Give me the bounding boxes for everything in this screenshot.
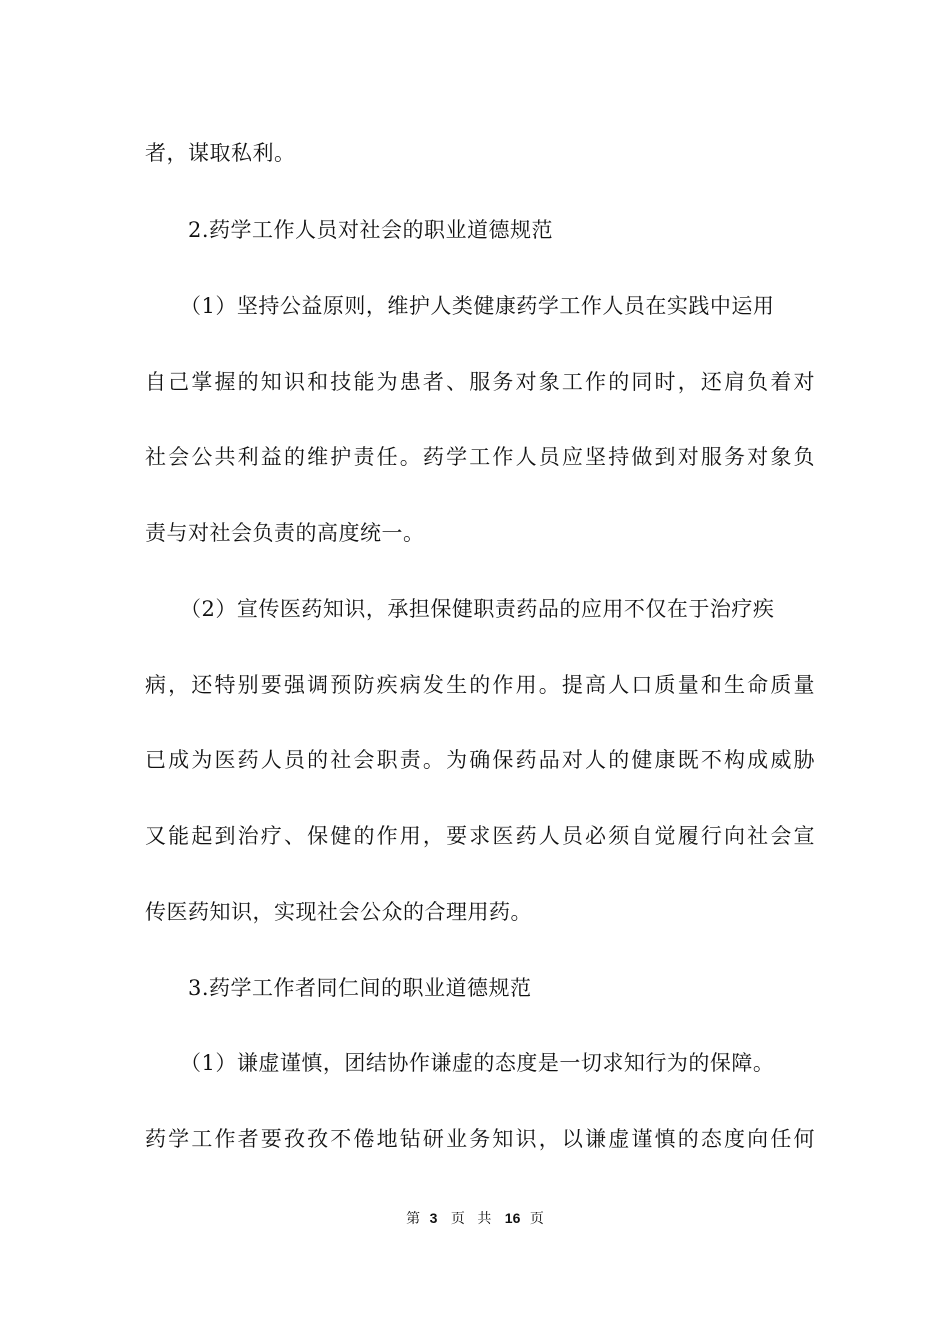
- footer-total-pages: 16: [504, 1210, 521, 1226]
- footer-middle2: 共: [477, 1211, 492, 1227]
- section-heading-2: 2.药学工作人员对社会的职业道德规范: [188, 218, 554, 242]
- text-line-14: 药学工作者要孜孜不倦地钻研业务知识，以谦虚谨慎的态度向任何: [145, 1127, 815, 1151]
- text-line-6: 责与对社会负责的高度统一。: [145, 521, 425, 545]
- section-heading-3: 3.药学工作者同仁间的职业道德规范: [188, 976, 532, 1000]
- text-line-1: 者，谋取私利。: [145, 141, 296, 165]
- page-footer: [0, 1208, 950, 1229]
- footer-prefix: 第: [406, 1211, 421, 1227]
- footer-suffix: 页: [529, 1211, 544, 1227]
- text-line-11: 传医药知识，实现社会公众的合理用药。: [145, 900, 532, 924]
- text-line-9: 已成为医药人员的社会职责。为确保药品对人的健康既不构成威胁: [145, 748, 815, 772]
- text-line-10: 又能起到治疗、保健的作用，要求医药人员必须自觉履行向社会宣: [145, 824, 815, 848]
- text-line-5: 社会公共利益的维护责任。药学工作人员应坚持做到对服务对象负: [145, 445, 815, 469]
- text-line-8: 病，还特别要强调预防疾病发生的作用。提高人口质量和生命质量: [145, 673, 815, 697]
- footer-middle1: 页: [450, 1211, 465, 1227]
- text-line-4: 自己掌握的知识和技能为患者、服务对象工作的同时，还肩负着对: [145, 370, 815, 394]
- footer-current-page: 3: [429, 1210, 438, 1226]
- text-line-7: （2）宣传医药知识，承担保健职责药品的应用不仅在于治疗疾: [180, 597, 775, 621]
- text-line-13: （1）谦虚谨慎，团结协作谦虚的态度是一切求知行为的保障。: [180, 1051, 775, 1075]
- text-line-3: （1）坚持公益原则，维护人类健康药学工作人员在实践中运用: [180, 294, 775, 318]
